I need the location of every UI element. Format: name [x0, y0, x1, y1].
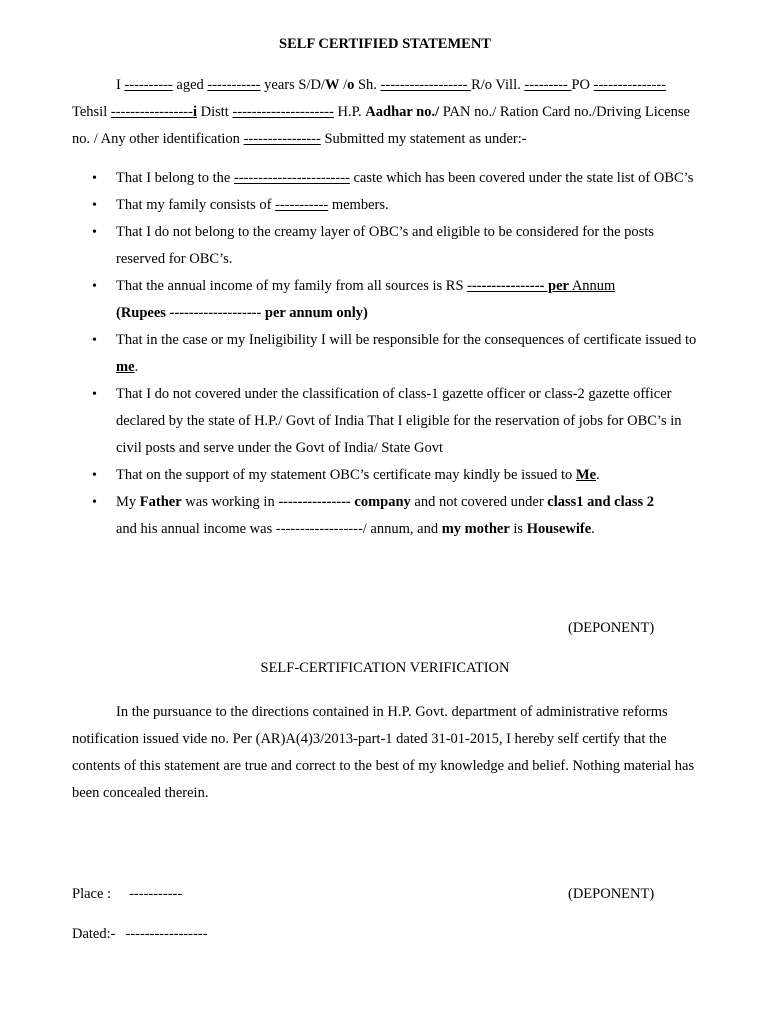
item-text: members. [331, 197, 389, 213]
item-text: . [596, 467, 600, 483]
intro-text: Submitted my statement as under:- [324, 131, 527, 147]
item-text-bold: me [116, 359, 135, 375]
father-name-blank: ------------------ [380, 77, 472, 93]
intro-text: Tehsil [72, 104, 108, 120]
identification-blank: ---------------- [243, 131, 321, 147]
item-text: caste which has been covered under the state list of OBC’s [353, 170, 694, 186]
bullet-icon: • [92, 387, 97, 402]
item-text: is [513, 521, 524, 537]
list-item [72, 219, 698, 273]
verification-paragraph [72, 699, 698, 807]
item-text: That I belong to the [116, 170, 231, 186]
place-blank: ----------- [129, 886, 183, 902]
item-text: That the annual income of my family from all sources is RS [116, 278, 464, 294]
list-item [72, 381, 698, 462]
deponent-label: (DEPONENT) [568, 620, 655, 636]
caste-blank: ------------------------ [233, 170, 350, 186]
tehsil-blank-dashes: ----------------- [110, 104, 193, 120]
item-text-bold: class1 and class 2 [547, 494, 655, 510]
list-item [72, 273, 698, 327]
tehsil-blank [111, 104, 197, 120]
list-item [72, 165, 698, 192]
intro-text: R/o Vill. [471, 77, 521, 93]
po-blank: --------------- [593, 77, 667, 93]
intro-text: Sh. [357, 77, 377, 93]
deponent-label: (DEPONENT) [568, 886, 655, 902]
item-text: Annum [571, 278, 616, 294]
statement-list [72, 165, 698, 543]
intro-text-bold: Aadhar no./ [365, 104, 440, 120]
item-text: That my family consists of [116, 197, 272, 213]
document-title: SELF CERTIFIED STATEMENT [279, 36, 491, 52]
item-text: That I do not belong to the creamy layer of OBC’s and eligible to be considered for the posts reserved for OBC’s. [116, 224, 654, 267]
dated-label: Dated:- [72, 926, 116, 942]
place-label: Place : [72, 886, 112, 902]
district-blank: --------------------- [232, 104, 334, 120]
list-item [72, 192, 698, 219]
intro-text: H.P. [337, 104, 362, 120]
list-item [72, 462, 698, 489]
item-text: That on the support of my statement OBC’s certificate may kindly be issued to [116, 467, 573, 483]
rupees-text: (Rupees ------------------- per annum only) [116, 305, 368, 321]
dated-blank: ----------------- [125, 926, 208, 942]
item-text-bold: Father [139, 494, 182, 510]
intro-text: PO [571, 77, 590, 93]
dated-line [72, 926, 208, 943]
bullet-icon: • [92, 198, 97, 213]
bullet-icon: • [92, 171, 97, 186]
item-text: That in the case or my Ineligibility I will be responsible for the consequences of certificate issued to [116, 332, 697, 348]
verification-text: In the pursuance to the directions contained in H.P. Govt. department of administrative reforms notification issued vide no. Per (AR)A(4)3/2013-part-1 dated 31-01-2015, I hereby self certify that the contents of this statement are true and correct to the best of my knowledge and belief. Nothing material has been concealed therein. [72, 704, 695, 801]
intro-paragraph [72, 72, 698, 153]
item-text-bold: Me [575, 467, 597, 483]
name-blank: ---------- [124, 77, 173, 93]
intro-text-bold: o [347, 77, 355, 93]
bullet-icon: • [92, 279, 97, 294]
item-text: was working in [185, 494, 275, 510]
bullet-icon: • [92, 333, 97, 348]
bullet-icon: • [92, 468, 97, 483]
verification-title: SELF-CERTIFICATION VERIFICATION [260, 660, 510, 676]
tehsil-blank-suffix: i [192, 104, 197, 120]
income-blank: ---------------- per [467, 278, 569, 294]
item-text: and not covered under [414, 494, 544, 510]
list-item [72, 489, 698, 543]
intro-text: years S/D/ [264, 77, 325, 93]
bullet-icon: • [92, 495, 97, 510]
company-blank: --------------- company [278, 494, 411, 510]
item-text: That I do not covered under the classification of class-1 gazette officer or class-2 gazette officer declared by the state of H.P./ Govt of India That I eligible for the reservation of jobs for OBC’s in civil posts and serve under the Govt of India/ State Govt [116, 386, 682, 456]
intro-text: Distt [200, 104, 229, 120]
members-blank: ----------- [275, 197, 329, 213]
intro-text: / [343, 77, 348, 93]
intro-text-bold: W [324, 77, 340, 93]
intro-text: aged [176, 77, 204, 93]
item-text-bold: Housewife [526, 521, 592, 537]
age-blank: ----------- [207, 77, 261, 93]
village-blank: --------- [524, 77, 572, 93]
place-line [72, 886, 182, 903]
item-text: . [591, 521, 595, 537]
intro-text: PAN no./ Ration Card no./Driving License no. / Any other identification [72, 104, 690, 147]
item-text: . [134, 359, 139, 375]
item-text-bold: my mother [441, 521, 510, 537]
list-item [72, 327, 698, 381]
intro-text: I [116, 77, 121, 93]
item-text: and his annual income was ------------------/ annum, and [116, 521, 439, 537]
item-text: My [116, 494, 137, 510]
bullet-icon: • [92, 225, 97, 240]
